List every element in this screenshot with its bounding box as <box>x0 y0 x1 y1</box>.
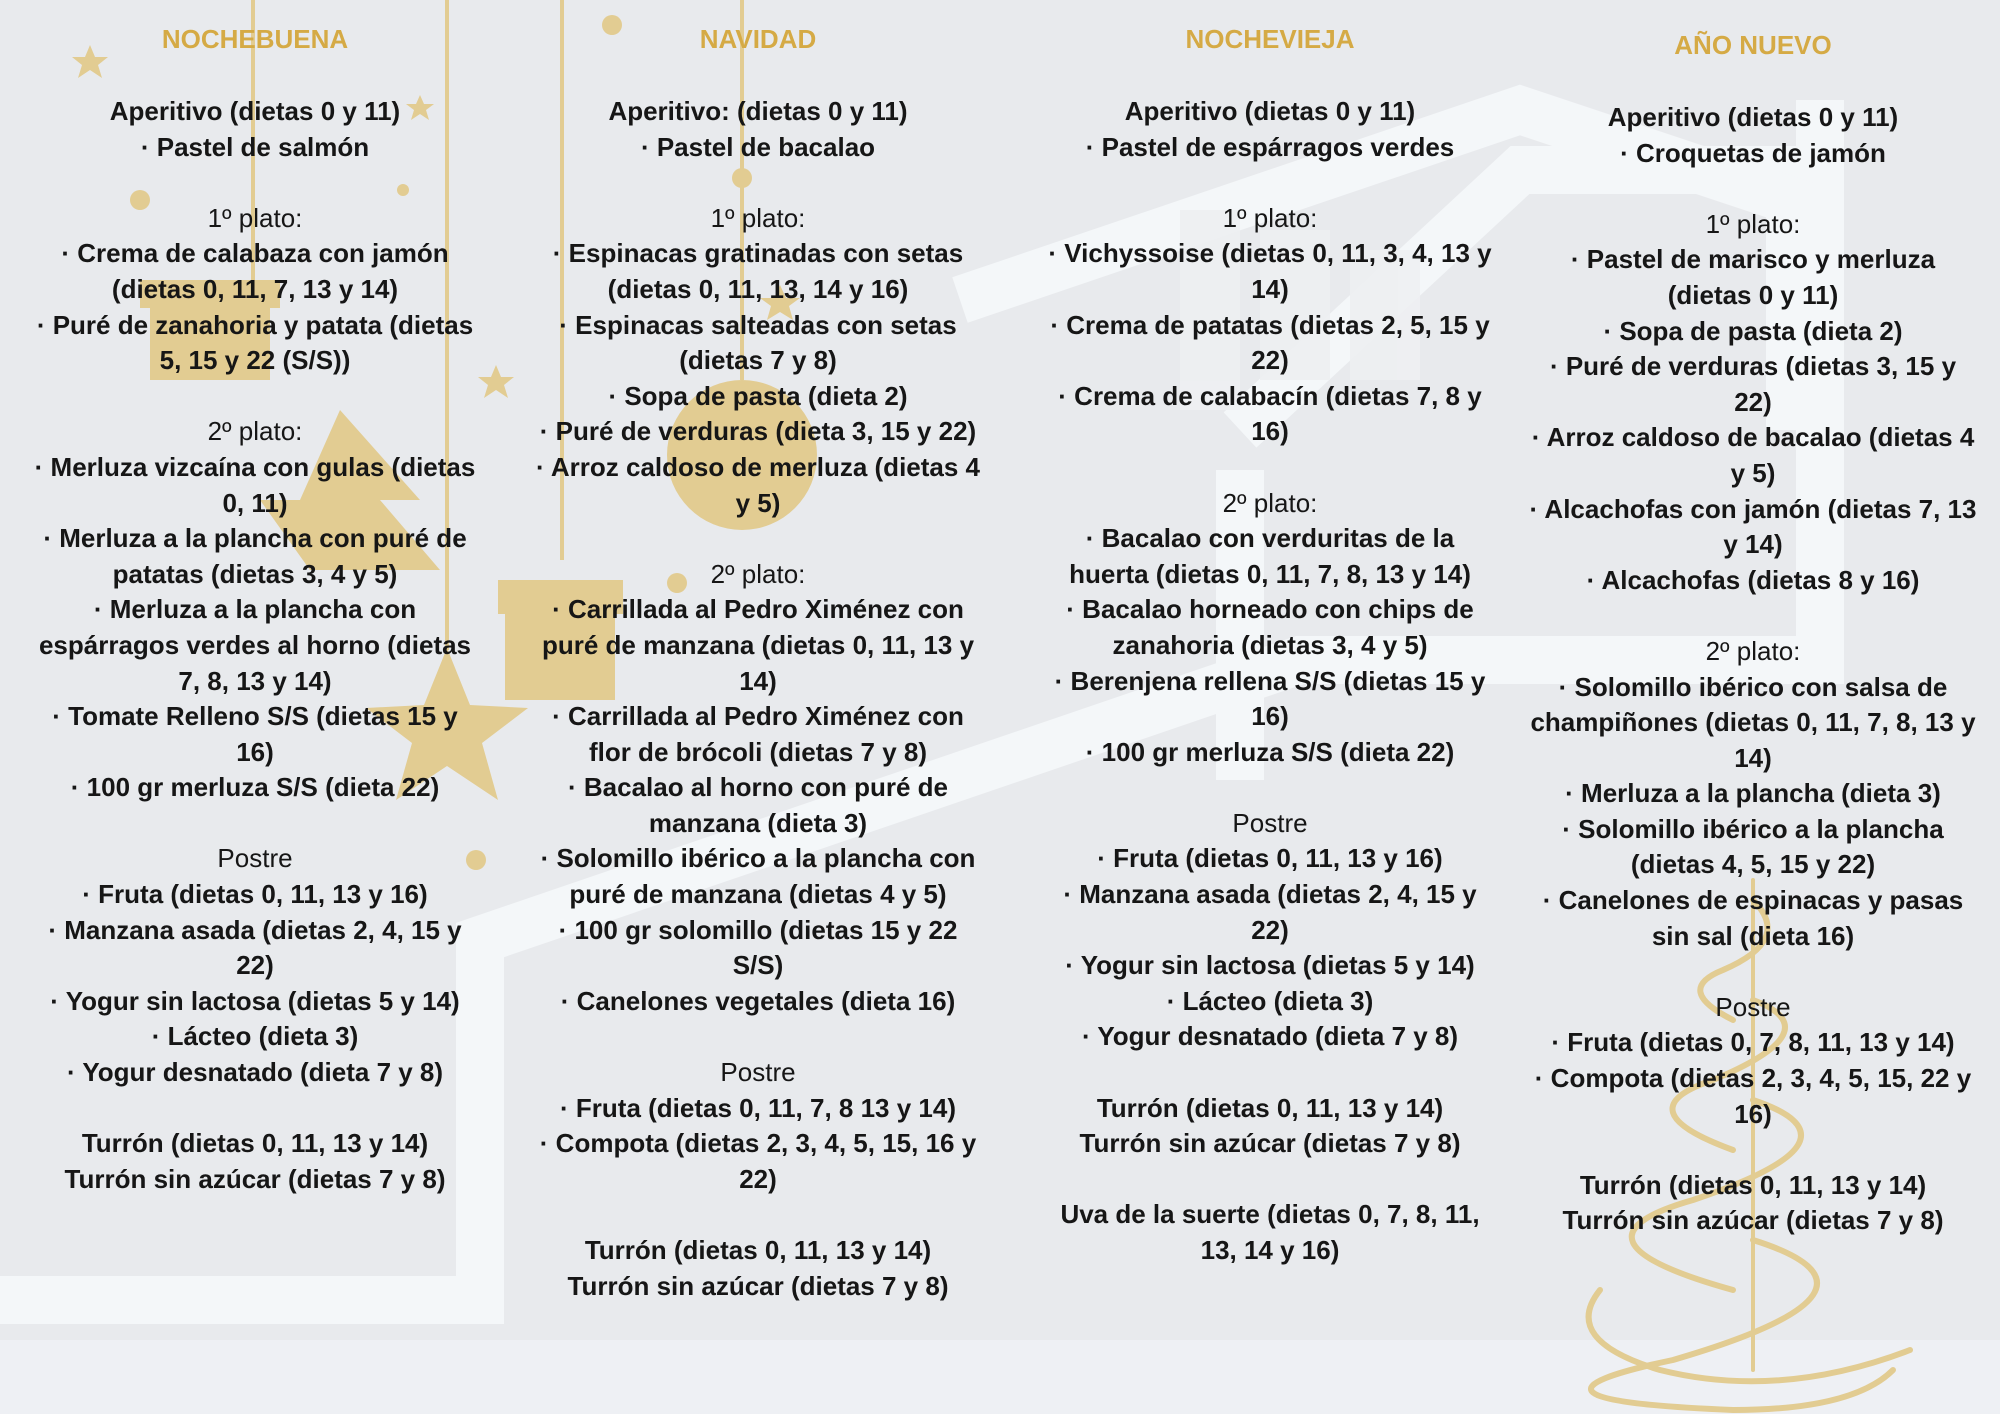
menu-item: · Puré de zanahoria y patata (dietas 5, 15 y 22 (S/S)) <box>36 309 474 376</box>
menu-item: Aperitivo (dietas 0 y 11) <box>109 96 401 126</box>
menu-item: · Crema de calabacín (dietas 7, 8 y 16) <box>1058 380 1482 447</box>
course-heading: 1º plato: <box>710 202 806 233</box>
menu-item: · Manzana asada (dietas 2, 4, 15 y 22) <box>48 914 462 981</box>
menu-section <box>1045 94 1495 165</box>
menu-item: Turrón (dietas 0, 11, 13 y 14) <box>584 1235 932 1265</box>
menu-item: · Merluza a la plancha (dieta 3) <box>1565 778 1941 809</box>
menu-item: · Yogur desnatado (dieta 7 y 8) <box>66 1057 444 1088</box>
column-title-nochevieja: NOCHEVIEJA <box>1185 24 1355 54</box>
course-heading: 2º plato: <box>1222 487 1318 518</box>
menu-item: · Berenjena rellena S/S (dietas 15 y 16) <box>1054 665 1486 732</box>
menu-item: · 100 gr merluza S/S (dieta 22) <box>70 772 440 803</box>
menu-section <box>1528 634 1978 954</box>
menu-item: · Bacalao con verduritas de la huerta (dietas 0, 11, 7, 8, 13 y 14) <box>1069 523 1471 589</box>
menu-item: · Tomate Relleno S/S (dietas 15 y 16) <box>52 701 458 767</box>
menu-section <box>533 1055 983 1197</box>
menu-section <box>30 414 480 806</box>
course-heading: 2º plato: <box>207 416 303 447</box>
menu-item: · Arroz caldoso de bacalao (dietas 4 y 5) <box>1531 422 1975 488</box>
menu-item: Turrón (dietas 0, 11, 13 y 14) <box>81 1128 429 1159</box>
menu-section <box>1045 1091 1495 1162</box>
menu-item: · Compota (dietas 2, 3, 4, 5, 15, 22 y 16) <box>1534 1063 1972 1129</box>
course-heading: 2º plato: <box>710 558 806 589</box>
menu-item: · Vichyssoise (dietas 0, 11, 3, 4, 13 y 14) <box>1048 238 1492 304</box>
menu-item: · Espinacas gratinadas con setas (dietas 0, 11, 13, 14 y 16) <box>552 238 964 304</box>
menu-item: Turrón sin azúcar (dietas 7 y 8) <box>1079 1128 1461 1159</box>
menu-item: · 100 gr solomillo (dietas 15 y 22 S/S) <box>558 914 958 981</box>
column-title-ano-nuevo: AÑO NUEVO <box>1674 30 1832 60</box>
menu-item: · Sopa de pasta (dieta 2) <box>608 380 908 411</box>
menu-section <box>30 1126 480 1197</box>
menu-item: · Fruta (dietas 0, 11, 13 y 16) <box>82 879 428 910</box>
menu-item: · Pastel de marisco y merluza (dietas 0 y 11) <box>1570 244 1936 310</box>
menu-item: · Alcachofas (dietas 8 y 16) <box>1586 564 1920 595</box>
menu-item: · Bacalao horneado con chips de zanahoria (dietas 3, 4 y 5) <box>1066 594 1474 660</box>
column-title-nochebuena: NOCHEBUENA <box>161 24 349 54</box>
menu-item: · Crema de calabaza con jamón (dietas 0, 11, 7, 13 y 14) <box>61 238 449 304</box>
menu-section <box>30 201 480 379</box>
menu-section <box>533 1233 983 1304</box>
course-heading: Postre <box>1232 807 1308 838</box>
menu-item: · Fruta (dietas 0, 7, 8, 11, 13 y 14) <box>1551 1027 1955 1058</box>
menu-section <box>1045 806 1495 1055</box>
menu-item: · Croquetas de jamón <box>1620 137 1886 168</box>
menu-item: · Carrillada al Pedro Ximénez con flor de brócoli (dietas 7 y 8) <box>552 701 964 767</box>
menu-item: · Yogur sin lactosa (dietas 5 y 14) <box>1065 950 1475 981</box>
menu-item: · Carrillada al Pedro Ximénez con puré de manzana (dietas 0, 11, 13 y 14) <box>541 594 975 696</box>
menu-section <box>1045 201 1495 450</box>
menu-item: · Puré de verduras (dietas 3, 15 y 22) <box>1549 351 1957 417</box>
menu-item: · Lácteo (dieta 3) <box>151 1021 359 1052</box>
menu-item: · Fruta (dietas 0, 11, 7, 8 13 y 14) <box>560 1092 956 1123</box>
menu-item: · Solomillo ibérico a la plancha con puré de manzana (dietas 4 y 5) <box>540 843 976 910</box>
menu-item: · Canelones vegetales (dieta 16) <box>560 985 956 1016</box>
menu-item: · Canelones de espinacas y pasas sin sal (dieta 16) <box>1542 885 1964 951</box>
menu-section <box>1045 1197 1495 1268</box>
menu-item: · Bacalao al horno con puré de manzana (dieta 3) <box>568 772 948 838</box>
menu-section <box>1528 1168 1978 1239</box>
menu-column-ano-nuevo <box>1528 26 1978 1239</box>
menu-section <box>533 201 983 521</box>
menu-item: Uva de la suerte (dietas 0, 7, 8, 11, 13, 14 y 16) <box>1060 1199 1480 1265</box>
menu-item: · Merluza a la plancha con puré de patatas (dietas 3, 4 y 5) <box>43 523 467 589</box>
menu-column-nochevieja <box>1045 20 1495 1269</box>
column-title-navidad: NAVIDAD <box>699 24 817 54</box>
menu-section <box>1528 990 1978 1132</box>
menu-item: · Solomillo ibérico con salsa de champiñones (dietas 0, 11, 7, 8, 13 y 14) <box>1530 671 1976 773</box>
menu-item: Turrón sin azúcar (dietas 7 y 8) <box>1562 1205 1944 1236</box>
menu-item: · Alcachofas con jamón (dietas 7, 13 y 14) <box>1529 493 1977 560</box>
menu-item: · Arroz caldoso de merluza (dietas 4 y 5) <box>535 451 981 518</box>
menu-item: · Puré de verduras (dieta 3, 15 y 22) <box>539 416 977 447</box>
menu-section <box>1528 207 1978 599</box>
menu-item: · Pastel de bacalao <box>640 131 876 162</box>
course-heading: 2º plato: <box>1705 635 1801 666</box>
menu-column-nochebuena <box>30 20 480 1197</box>
menu-section <box>1045 486 1495 771</box>
menu-column-navidad <box>533 20 983 1304</box>
menu-item: Turrón sin azúcar (dietas 7 y 8) <box>567 1270 949 1301</box>
menu-item: · Compota (dietas 2, 3, 4, 5, 15, 16 y 22) <box>539 1128 977 1194</box>
menu-item: · Merluza vizcaína con gulas (dietas 0, 11) <box>34 451 476 518</box>
menu-section <box>30 841 480 1090</box>
menu-item: Aperitivo (dietas 0 y 11) <box>1124 96 1416 126</box>
course-heading: 1º plato: <box>207 202 303 233</box>
menu-item: Turrón sin azúcar (dietas 7 y 8) <box>64 1163 446 1194</box>
course-heading: Postre <box>217 843 293 874</box>
menu-item: Aperitivo (dietas 0 y 11) <box>1607 102 1899 132</box>
menu-item: Aperitivo: (dietas 0 y 11) <box>608 96 908 126</box>
menu-item: · 100 gr merluza S/S (dieta 22) <box>1085 736 1455 767</box>
course-heading: Postre <box>720 1057 796 1088</box>
menu-item: · Pastel de espárragos verdes <box>1085 131 1455 162</box>
menu-section <box>533 94 983 165</box>
menu-section <box>30 94 480 165</box>
course-heading: 1º plato: <box>1222 202 1318 233</box>
menu-item: · Pastel de salmón <box>140 131 370 162</box>
menu-item: Turrón (dietas 0, 11, 13 y 14) <box>1579 1169 1927 1200</box>
menu-item: · Crema de patatas (dietas 2, 5, 15 y 22) <box>1050 309 1490 376</box>
course-heading: 1º plato: <box>1705 208 1801 239</box>
menu-item: · Lácteo (dieta 3) <box>1166 985 1374 1016</box>
menu-item: Turrón (dietas 0, 11, 13 y 14) <box>1096 1092 1444 1123</box>
menu-item: · Espinacas salteadas con setas (dietas 7 y 8) <box>559 309 957 376</box>
menu-item: · Merluza a la plancha con espárragos verdes al horno (dietas 7, 8, 13 y 14) <box>38 594 472 696</box>
menu-item: · Yogur sin lactosa (dietas 5 y 14) <box>50 985 460 1016</box>
menu-item: · Sopa de pasta (dieta 2) <box>1603 315 1903 346</box>
menu-item: · Solomillo ibérico a la plancha (dietas 4, 5, 15 y 22) <box>1562 813 1944 880</box>
menu-section <box>533 557 983 1020</box>
menu-item: · Fruta (dietas 0, 11, 13 y 16) <box>1097 843 1443 874</box>
menu-item: · Manzana asada (dietas 2, 4, 15 y 22) <box>1063 879 1477 945</box>
menu-section <box>1528 100 1978 171</box>
menu-item: · Yogur desnatado (dieta 7 y 8) <box>1081 1021 1459 1052</box>
course-heading: Postre <box>1715 991 1791 1022</box>
